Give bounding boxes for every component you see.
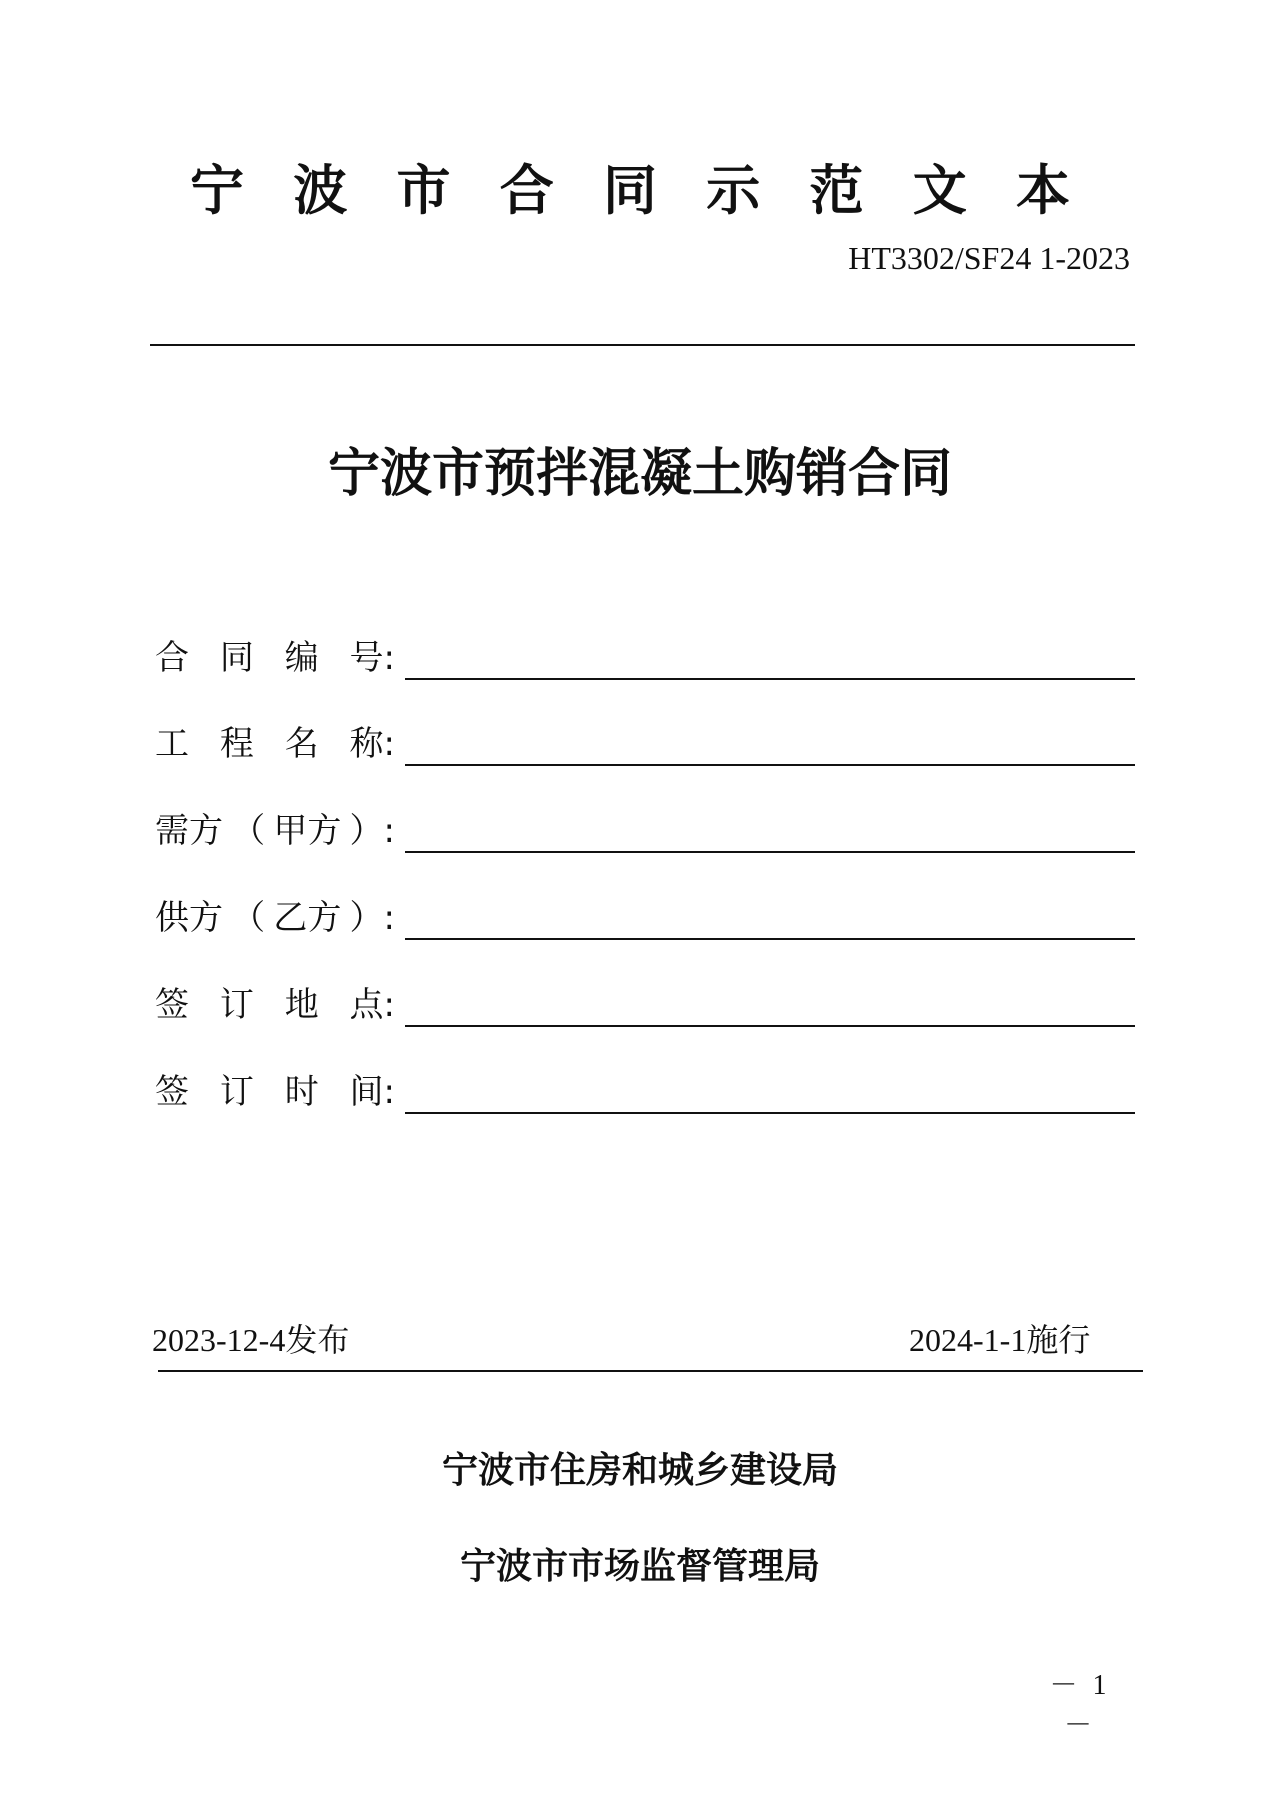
header-divider	[150, 344, 1135, 346]
field-label	[155, 714, 395, 774]
series-char: 文	[912, 158, 967, 222]
page-number: － 1 －	[1049, 1670, 1111, 1741]
label-char: 甲方	[273, 811, 342, 851]
issuer-market-bureau: 宁波市市场监督管理局	[459, 1545, 820, 1587]
series-char: 示	[706, 158, 761, 222]
series-title	[190, 150, 1070, 230]
issuer-housing-bureau: 宁波市住房和城乡建设局	[441, 1449, 838, 1491]
label-char: 号:	[349, 638, 395, 678]
label-char: 供方	[155, 898, 223, 938]
effective-date: 2024-1-1施行	[909, 1322, 1091, 1358]
label-char: 需方	[155, 811, 223, 851]
label-char: 签	[155, 985, 189, 1025]
field-project-name	[155, 714, 1135, 774]
field-label	[155, 628, 395, 688]
buyer-blank[interactable]	[405, 851, 1135, 853]
label-char: 程	[219, 724, 254, 764]
supplier-blank[interactable]	[405, 938, 1135, 940]
series-char: 宁	[190, 158, 244, 222]
signing-time-blank[interactable]	[405, 1112, 1135, 1114]
label-char: 签	[155, 1072, 189, 1112]
field-label	[155, 888, 395, 948]
label-char: 订	[219, 1072, 254, 1112]
issue-date: 2023-12-4发布	[152, 1322, 350, 1358]
label-char: 时	[284, 1072, 319, 1112]
footer-divider	[158, 1370, 1143, 1372]
field-signing-place	[155, 975, 1135, 1035]
field-buyer	[155, 801, 1135, 861]
series-char: 同	[603, 158, 657, 222]
label-char: （	[231, 811, 266, 851]
label-char: 称:	[349, 724, 395, 764]
project-name-blank[interactable]	[405, 764, 1135, 766]
field-label	[155, 975, 395, 1035]
series-char: 市	[396, 158, 451, 222]
label-char: 间:	[349, 1072, 395, 1112]
label-char: 乙方	[273, 898, 342, 938]
label-char: （	[231, 898, 266, 938]
series-char: 波	[293, 158, 348, 222]
label-char: 订	[219, 985, 254, 1025]
label-char: 编	[284, 638, 319, 678]
label-char: 点:	[349, 985, 395, 1025]
field-contract-number	[155, 628, 1135, 688]
field-signing-time	[155, 1062, 1135, 1122]
label-char: 工	[155, 724, 189, 764]
field-supplier	[155, 888, 1135, 948]
label-char: 同	[219, 638, 254, 678]
label-char: ）:	[349, 811, 395, 851]
standard-number: HT3302/SF24 1-2023	[848, 240, 1130, 276]
label-char: 合	[155, 638, 189, 678]
signing-place-blank[interactable]	[405, 1025, 1135, 1027]
label-char: 地	[284, 985, 319, 1025]
contract-number-blank[interactable]	[405, 678, 1135, 680]
series-char: 范	[809, 158, 864, 222]
field-label	[155, 801, 395, 861]
contract-title: 宁波市预拌混凝土购销合同	[327, 443, 952, 504]
label-char: ）:	[349, 898, 395, 938]
series-char: 本	[1016, 158, 1070, 222]
dates-row	[152, 1318, 1152, 1362]
series-char: 合	[499, 158, 554, 222]
label-char: 名	[284, 724, 319, 764]
field-label	[155, 1062, 395, 1122]
